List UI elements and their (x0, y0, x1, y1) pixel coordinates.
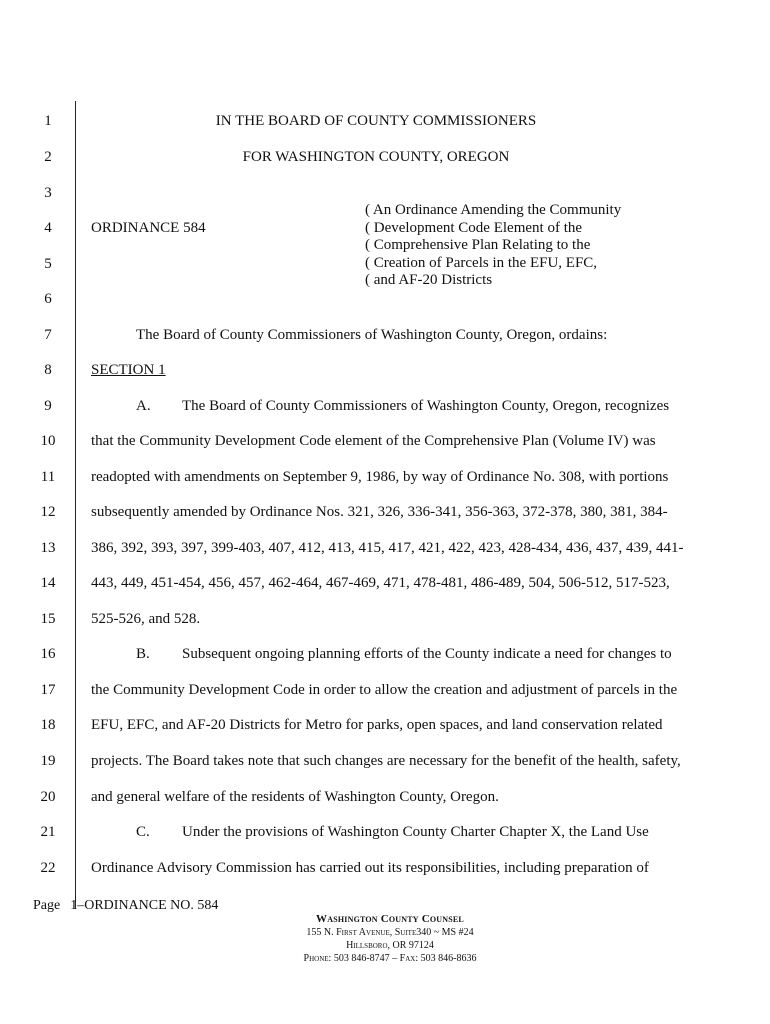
paragraph-a-first-line: The Board of County Commissioners of Washington County, Oregon, recognizes (182, 398, 670, 414)
page-number: 1 (70, 898, 78, 913)
line-number: 19 (40, 753, 56, 769)
body-line: 386, 392, 393, 397, 399-403, 407, 412, 413, 415, 417, 421, 422, 423, 428-434, 436, 437, 439, 441- (91, 540, 684, 556)
body-line: the Community Development Code in order to allow the creation and adjustment of parcels in the (91, 682, 678, 698)
line-number: 20 (40, 789, 56, 805)
paragraph-b-first-line: Subsequent ongoing planning efforts of the County indicate a need for changes to (182, 646, 672, 662)
body-line: projects. The Board takes note that such changes are necessary for the benefit of the health, safety, (91, 753, 681, 769)
body-line: 443, 449, 451-454, 456, 457, 462-464, 467-469, 471, 478-481, 486-489, 504, 506-512, 517-523, (91, 575, 670, 591)
caption-line: ( and AF-20 Districts (365, 272, 493, 288)
paragraph-letter-b: B. (136, 646, 150, 662)
line-number: 6 (44, 291, 52, 307)
paragraph-letter-c: C. (136, 824, 150, 840)
line-number: 1 (44, 113, 52, 129)
line-number: 7 (44, 327, 52, 343)
body-line: subsequently amended by Ordinance Nos. 321, 326, 336-341, 356-363, 372-378, 380, 381, 384- (91, 504, 668, 520)
line-number: 2 (44, 149, 52, 165)
line-number: 21 (40, 824, 56, 840)
caption-line: ( Development Code Element of the (365, 220, 583, 236)
body-line: EFU, EFC, and AF-20 Districts for Metro for parks, open spaces, and land conservation related (91, 717, 663, 733)
line-number: 5 (44, 256, 52, 272)
ordains-statement: The Board of County Commissioners of Washington County, Oregon, ordains: (136, 327, 608, 343)
left-margin-rule (75, 101, 76, 891)
document-heading-line-1: IN THE BOARD OF COUNTY COMMISSIONERS (215, 113, 537, 129)
line-number: 14 (40, 575, 56, 591)
paragraph-letter-a: A. (136, 398, 151, 414)
line-number: 15 (40, 611, 56, 627)
line-number: 9 (44, 398, 52, 414)
document-heading-line-2: FOR WASHINGTON COUNTY, OREGON (242, 149, 510, 165)
firm-address-line-2: Hillsboro, OR 97124 (346, 940, 434, 951)
paragraph-c-first-line: Under the provisions of Washington County Charter Chapter X, the Land Use (182, 824, 649, 840)
line-number: 16 (40, 646, 56, 662)
page-label: Page (33, 898, 61, 913)
firm-phone-fax: Phone: 503 846-8747 – Fax: 503 846-8636 (303, 953, 477, 964)
body-line: that the Community Development Code element of the Comprehensive Plan (Volume IV) was (91, 433, 656, 449)
caption-line: ( An Ordinance Amending the Community (365, 202, 622, 218)
body-line: 525-526, and 528. (91, 611, 201, 627)
body-line: Ordinance Advisory Commission has carried out its responsibilities, including preparation of (91, 860, 649, 876)
firm-address-line-1: 155 N. First Avenue, Suite340 ~ MS #24 (306, 927, 474, 938)
line-number: 4 (44, 220, 52, 236)
line-number: 18 (40, 717, 56, 733)
line-number: 22 (40, 860, 56, 876)
ordinance-label: ORDINANCE 584 (91, 220, 206, 236)
section-heading: SECTION 1 (91, 362, 166, 378)
page-footer-reference (33, 898, 218, 914)
line-number: 17 (40, 682, 56, 698)
line-number: 8 (44, 362, 52, 378)
line-number: 12 (40, 504, 56, 520)
line-number: 3 (44, 185, 52, 201)
line-number: 11 (40, 469, 56, 485)
caption-line: ( Creation of Parcels in the EFU, EFC, (365, 255, 598, 271)
firm-letterhead (240, 913, 540, 965)
body-line: and general welfare of the residents of Washington County, Oregon. (91, 789, 499, 805)
body-line: readopted with amendments on September 9, 1986, by way of Ordinance No. 308, with portions (91, 469, 669, 485)
line-number: 13 (40, 540, 56, 556)
ordinance-reference: –ORDINANCE NO. 584 (77, 898, 219, 913)
caption-line: ( Comprehensive Plan Relating to the (365, 237, 591, 253)
line-number: 10 (40, 433, 56, 449)
firm-name: Washington County Counsel (316, 913, 464, 925)
